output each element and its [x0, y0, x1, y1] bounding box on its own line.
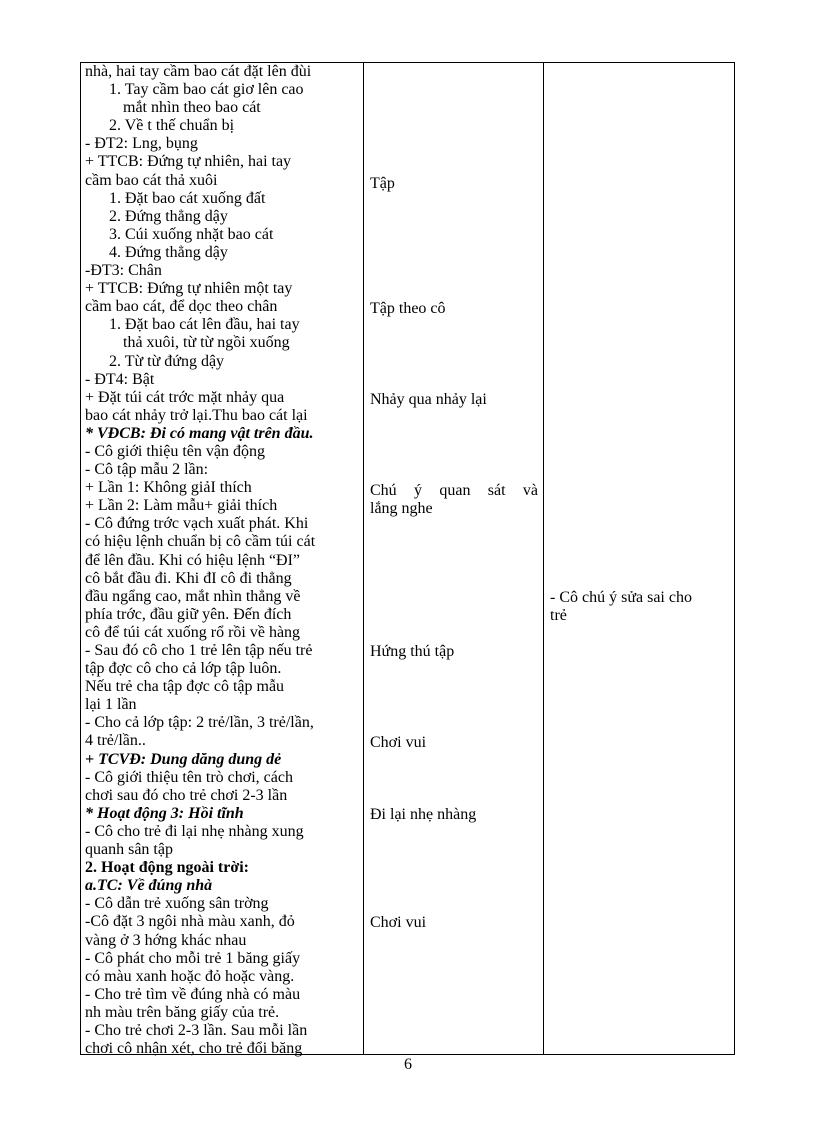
section-heading: * VĐCB: Đi có mang vật trên đầu. [85, 424, 314, 442]
section-heading: + TCVĐ: Dung dăng dung dẻ [85, 750, 282, 768]
activity-line: - Cho trẻ tìm về đúng nhà có màu [85, 985, 301, 1003]
activity-line: 2. Từ từ đứng dậy [109, 352, 225, 370]
activity-line: 1. Đặt bao cát lên đầu, hai tay [109, 316, 300, 334]
activity-line: nh màu trên băng giấy của trẻ. [85, 1003, 280, 1021]
activity-line: - Cô giới thiệu tên trò chơi, cách [85, 768, 293, 786]
activity-line: - Cô giới thiệu tên vận động [85, 442, 265, 460]
child-response-line: lắng nghe [370, 500, 433, 517]
child-response: Chơi vui [370, 734, 427, 751]
activity-line: có màu xanh hoặc đỏ hoặc vàng. [85, 967, 295, 985]
activity-line: + TTCB: Đứng tự nhiên một tay [85, 280, 293, 298]
activity-line: tập đợc cô cho cả lớp tập luôn. [85, 660, 282, 678]
activity-line: 2. Về t thế chuẩn bị [109, 117, 235, 135]
activity-line: - Sau đó cô cho 1 trẻ lên tập nếu trẻ [85, 642, 313, 659]
activity-line: - ĐT4: Bật [85, 370, 155, 388]
activity-line: phía trớc, đầu giữ yên. Đến đích [85, 605, 292, 623]
child-response: Nhảy qua nhảy lại [370, 391, 487, 408]
activity-line: cô để túi cát xuống rổ rồi về hàng [85, 623, 301, 641]
activity-line: Nếu trẻ cha tập đợc cô tập mẫu [85, 678, 285, 696]
activity-line: có hiệu lệnh chuẩn bị cô cầm túi cát [85, 533, 316, 551]
activity-line: để lên đầu. Khi có hiệu lệnh “ĐI” [85, 551, 301, 569]
section-heading: * Hoạt động 3: Hồi tĩnh [85, 804, 244, 822]
activity-line: thả xuôi, từ từ ngồi xuống [123, 334, 290, 352]
activity-line: - Cô tập mẫu 2 lần: [85, 461, 209, 479]
activity-line: 1. Đặt bao cát xuống đất [109, 189, 266, 207]
teacher-note [550, 589, 728, 625]
activity-line: vàng ở 3 hớng khác nhau [85, 931, 247, 949]
activity-line: - Cho cả lớp tập: 2 trẻ/lần, 3 trẻ/lần, [85, 714, 314, 732]
activity-line: 2. Đứng thẳng dậy [109, 207, 228, 225]
activity-line: cô bắt đầu đi. Khi đI cô đi thẳng [85, 569, 292, 587]
activity-line: - Cho trẻ chơi 2-3 lần. Sau mỗi lần [85, 1021, 308, 1039]
child-response: Đi lại nhẹ nhàng [370, 806, 477, 823]
lesson-table [80, 62, 735, 1058]
activity-line: chơi cô nhận xét, cho trẻ đổi băng [85, 1040, 303, 1058]
activity-line: 4. Đứng thẳng dậy [109, 243, 228, 261]
child-activity-column [364, 63, 544, 1054]
notes-column [544, 63, 734, 1054]
activity-line: + TTCB: Đứng tự nhiên, hai tay [85, 153, 292, 171]
activity-line: + Lần 1: Không giảI thích [85, 479, 252, 497]
activity-line: cầm bao cát thả xuôi [85, 171, 218, 189]
activity-line: cầm bao cát, để dọc theo chân [85, 298, 278, 316]
teacher-note-line: - Cô chú ý sửa sai cho [550, 589, 692, 606]
activity-line: 4 trẻ/lần.. [85, 732, 146, 750]
activity-line: đầu ngẩng cao, mắt nhìn thẳng về [85, 587, 301, 605]
child-response: Chơi vui [370, 914, 427, 931]
activity-line: -Cô đặt 3 ngôi nhà màu xanh, đỏ [85, 913, 295, 931]
activity-line: lại 1 lần [85, 696, 137, 714]
activity-line: + Lần 2: Làm mẫu+ giải thích [85, 497, 278, 515]
section-heading: 2. Hoạt động ngoài trời: [85, 859, 249, 877]
activity-line: quanh sân tập [85, 841, 173, 859]
activity-line: - Cô phát cho mỗi trẻ 1 băng giấy [85, 949, 301, 967]
activity-line: bao cát nhảy trở lại.Thu bao cát lại [85, 406, 308, 424]
activity-line: mắt nhìn theo bao cát [123, 99, 261, 117]
child-response: Hứng thú tập [370, 643, 455, 660]
activity-line: 3. Cúi xuống nhặt bao cát [109, 225, 274, 243]
activity-line: - ĐT2: Lng, bụng [85, 135, 198, 153]
activity-line: - Cô dẫn trẻ xuống sân trờng [85, 895, 269, 913]
activity-column [81, 63, 364, 1058]
activity-line: -ĐT3: Chân [85, 262, 162, 280]
teacher-note-line: trẻ [550, 607, 567, 624]
child-response-line: Chú ý quan sát và [370, 482, 538, 499]
activity-line: - Cô đứng trớc vạch xuất phát. Khi [85, 515, 309, 533]
activity-line: chơi sau đó cho trẻ chơi 2-3 lần [85, 786, 288, 804]
page-number: 6 [404, 1056, 412, 1073]
child-response: Tập [370, 175, 395, 192]
section-heading: a.TC: Về đúng nhà [85, 877, 213, 895]
activity-line: - Cô cho trẻ đi lại nhẹ nhàng xung [85, 822, 304, 840]
activity-line: nhà, hai tay cầm bao cát đặt lên đùi [85, 63, 312, 80]
child-response: Tập theo cô [370, 300, 446, 317]
child-response [370, 482, 538, 518]
activity-line: 1. Tay cầm bao cát giơ lên cao [109, 81, 304, 99]
activity-line: + Đặt túi cát trớc mặt nhảy qua [85, 388, 285, 406]
